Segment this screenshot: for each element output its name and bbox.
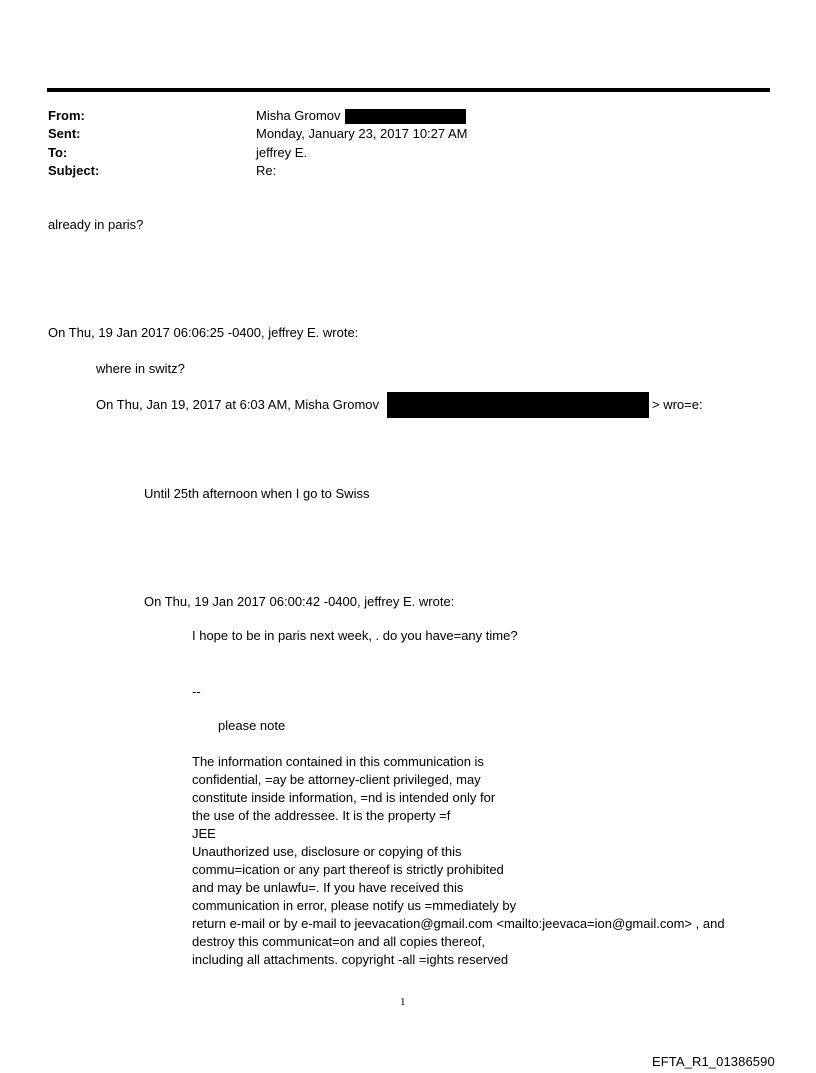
reply-text: already in paris?: [48, 217, 144, 232]
disclaimer-line: commu=ication or any part thereof is strictly prohibited: [192, 862, 504, 877]
quote-header: On Thu, Jan 19, 2017 at 6:03 AM, Misha Gromov: [96, 397, 380, 412]
disclaimer-line: return e-mail or by e-mail to jeevacation@gmail.com <mailto:jeevaca=ion@gmail.com> , and: [192, 916, 725, 931]
to-label: To:: [48, 145, 68, 160]
redaction-box: [387, 392, 649, 418]
signature-separator: --: [192, 684, 201, 699]
sent-value: Monday, January 23, 2017 10:27 AM: [256, 126, 468, 141]
disclaimer-line: constitute inside information, =nd is intended only for: [192, 790, 496, 805]
quote-text: Until 25th afternoon when I go to Swiss: [144, 486, 370, 501]
disclaimer-line: JEE: [192, 826, 216, 841]
quote-header-suffix: > wro=e:: [652, 397, 703, 412]
quote-text: I hope to be in paris next week, . do you have=any time?: [192, 628, 518, 643]
from-label: From:: [48, 108, 85, 123]
to-value: jeffrey E.: [256, 145, 308, 160]
page-number: 1: [400, 996, 406, 1008]
disclaimer-line: the use of the addressee. It is the property =f: [192, 808, 451, 823]
document-id: EFTA_R1_01386590: [652, 1054, 775, 1069]
disclaimer-line: communication in error, please notify us =mmediately by: [192, 898, 517, 913]
subject-label: Subject:: [48, 163, 100, 178]
from-value: Misha Gromov: [256, 108, 341, 123]
disclaimer-line: The information contained in this communication is: [192, 754, 484, 769]
disclaimer-line: confidential, =ay be attorney-client privileged, may: [192, 772, 481, 787]
sent-label: Sent:: [48, 126, 81, 141]
subject-value: Re:: [256, 163, 277, 178]
disclaimer-line: destroy this communicat=on and all copies thereof,: [192, 934, 486, 949]
quote-text: where in switz?: [96, 361, 185, 376]
quote-header: On Thu, 19 Jan 2017 06:00:42 -0400, jeffrey E. wrote:: [144, 594, 455, 609]
disclaimer-line: Unauthorized use, disclosure or copying of this: [192, 844, 462, 859]
quote-header: On Thu, 19 Jan 2017 06:06:25 -0400, jeffrey E. wrote:: [48, 325, 359, 340]
disclaimer-line: including all attachments. copyright -all =ights reserved: [192, 952, 509, 967]
disclaimer: [192, 753, 725, 969]
redaction-box: [345, 109, 466, 124]
please-note: please note: [218, 718, 286, 733]
disclaimer-line: and may be unlawfu=. If you have received this: [192, 880, 464, 895]
header-rule: [47, 88, 770, 92]
